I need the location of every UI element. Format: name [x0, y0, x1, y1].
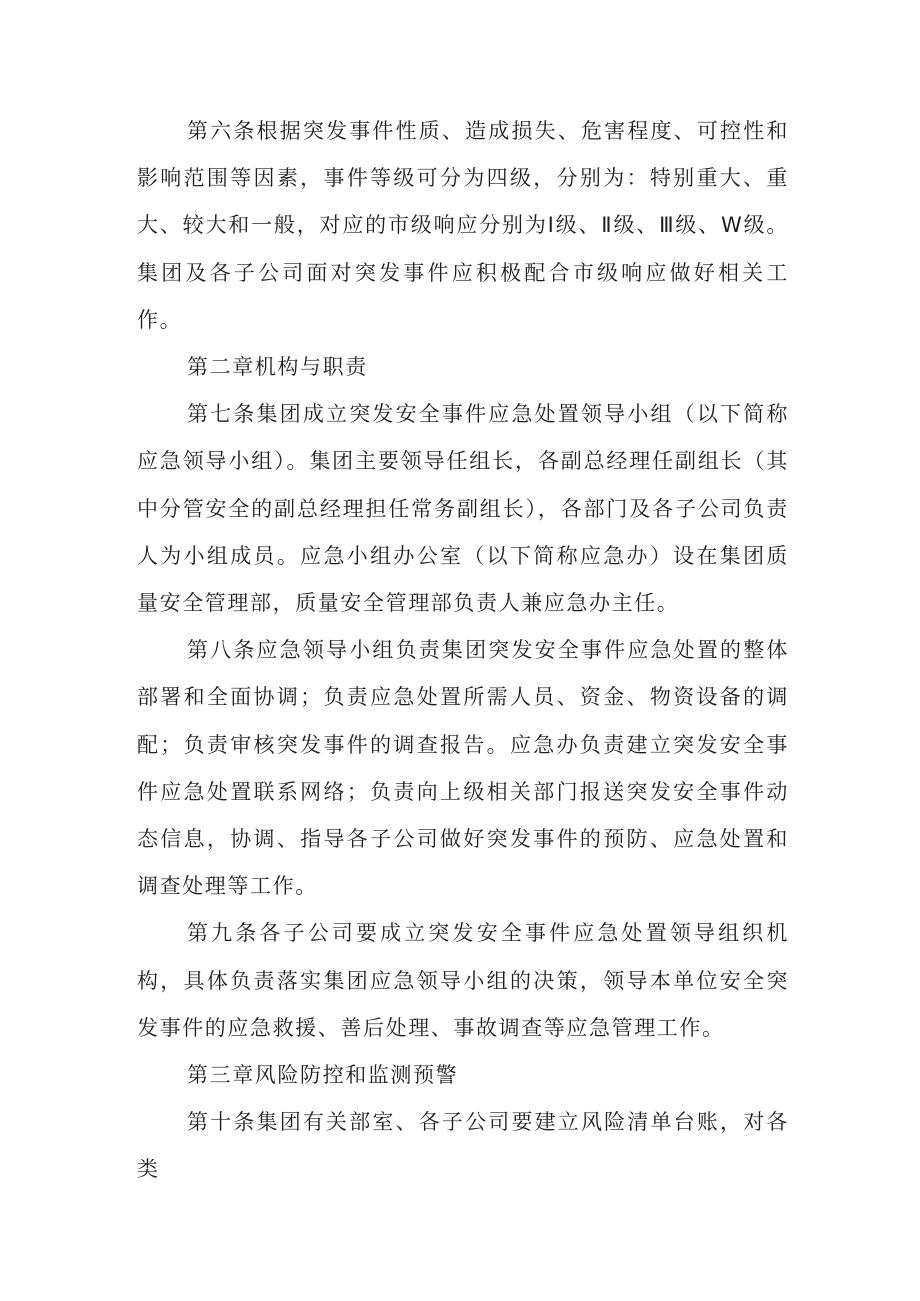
article-7-paragraph: 第七条集团成立突发安全事件应急处置领导小组（以下简称应急领导小组）。集团主要领导任组长，各副总经理任副组长（其中分管安全的副总经理担任常务副组长），各部门及各子公司负责人为小组成员。应急小组办公室（以下简称应急办）设在集团质量安全管理部，质量安全管理部负责人兼应急办主任。 — [137, 402, 789, 616]
article-10-paragraph: 第十条集团有关部室、各子公司要建立风险清单台账，对各类 — [137, 1110, 789, 1182]
document-body — [137, 108, 789, 1194]
article-6-paragraph: 第六条根据突发事件性质、造成损失、危害程度、可控性和影响范围等因素，事件等级可分为四级，分别为：特别重大、重大、较大和一般，对应的市级响应分别为Ⅰ级、Ⅱ级、Ⅲ级、W级。集团及各子公司面对突发事件应积极配合市级响应做好相关工作。 — [137, 119, 789, 332]
chapter-2-heading: 第二章机构与职责 — [187, 355, 368, 380]
article-8-paragraph: 第八条应急领导小组负责集团突发安全事件应急处置的整体部署和全面协调；负责应急处置所需人员、资金、物资设备的调配；负责审核突发事件的调查报告。应急办负责建立突发安全事件应急处置联系网络；负责向上级相关部门报送突发安全事件动态信息，协调、指导各子公司做好突发事件的预防、应急处置和调查处理等工作。 — [137, 638, 789, 899]
article-9-paragraph: 第九条各子公司要成立突发安全事件应急处置领导组织机构，具体负责落实集团应急领导小组的决策，领导本单位安全突发事件的应急救援、善后处理、事故调查等应急管理工作。 — [137, 921, 789, 1040]
chapter-3-heading: 第三章风险防控和监测预警 — [187, 1063, 459, 1088]
